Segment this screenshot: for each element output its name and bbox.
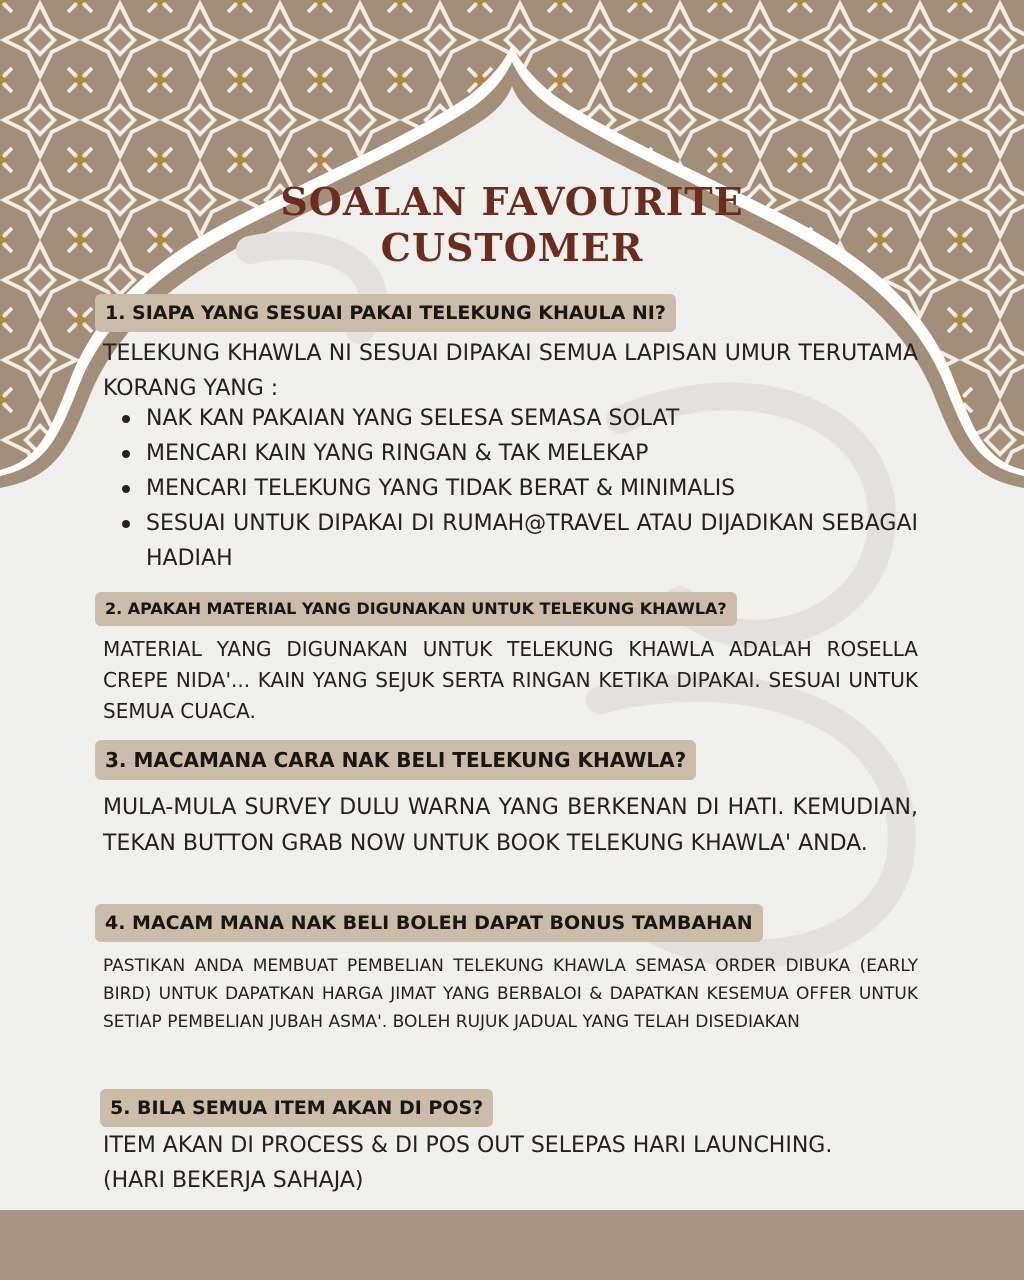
list-item: SESUAI UNTUK DIPAKAI DI RUMAH@TRAVEL ATAU DIJADIKAN SEBAGAI HADIAH bbox=[118, 506, 918, 576]
page-title-line1: SOALAN FAVOURITE bbox=[280, 179, 744, 224]
answer-3-text: MULA-MULA SURVEY DULU WARNA YANG BERKENAN DI HATI. KEMUDIAN, TEKAN BUTTON GRAB NOW UNTUK BOOK TELEKUNG KHAWLA' ANDA. bbox=[103, 795, 918, 856]
list-item: NAK KAN PAKAIAN YANG SELESA SEMASA SOLAT bbox=[118, 401, 918, 436]
answer-4-text: PASTIKAN ANDA MEMBUAT PEMBELIAN TELEKUNG KHAWLA SEMASA ORDER DIBUKA (EARLY BIRD) UNTUK DAPATKAN HARGA JIMAT YANG BERBALOI & DAPATKAN KESEMUA OFFER UNTUK SETIAP PEMBELIAN JUBAH ASMA'. BOLEH RUJUK JADUAL YANG TELAH DISEDIAKAN bbox=[103, 956, 918, 1032]
question-2-label: 2. APAKAH MATERIAL YANG DIGUNAKAN UNTUK TELEKUNG KHAWLA? bbox=[95, 592, 737, 626]
answer-1-text: TELEKUNG KHAWLA NI SESUAI DIPAKAI SEMUA LAPISAN UMUR TERUTAMA KORANG YANG : bbox=[103, 341, 918, 401]
list-item: MENCARI KAIN YANG RINGAN & TAK MELEKAP bbox=[118, 436, 918, 471]
page-title-line2: CUSTOMER bbox=[380, 225, 644, 270]
question-1-label: 1. SIAPA YANG SESUAI PAKAI TELEKUNG KHAULA NI? bbox=[95, 294, 676, 332]
answer-2-text: MATERIAL YANG DIGUNAKAN UNTUK TELEKUNG KHAWLA ADALAH ROSELLA CREPE NIDA'... KAIN YANG SEJUK SERTA RINGAN KETIKA DIPAKAI. SESUAI UNTUK SEMUA CUACA. bbox=[103, 637, 918, 723]
question-5-label: 5. BILA SEMUA ITEM AKAN DI POS? bbox=[100, 1089, 493, 1127]
answer-5-line1: ITEM AKAN DI PROCESS & DI POS OUT SELEPAS HARI LAUNCHING. bbox=[103, 1133, 833, 1158]
question-3-label: 3. MACAMANA CARA NAK BELI TELEKUNG KHAWLA? bbox=[95, 740, 696, 780]
answer-1-bullet-list bbox=[118, 401, 918, 576]
list-item: MENCARI TELEKUNG YANG TIDAK BERAT & MINIMALIS bbox=[118, 471, 918, 506]
question-4-label: 4. MACAM MANA NAK BELI BOLEH DAPAT BONUS TAMBAHAN bbox=[95, 904, 763, 942]
answer-5-line2: (HARI BEKERJA SAHAJA) bbox=[103, 1168, 364, 1193]
footer-bar bbox=[0, 1210, 1024, 1280]
